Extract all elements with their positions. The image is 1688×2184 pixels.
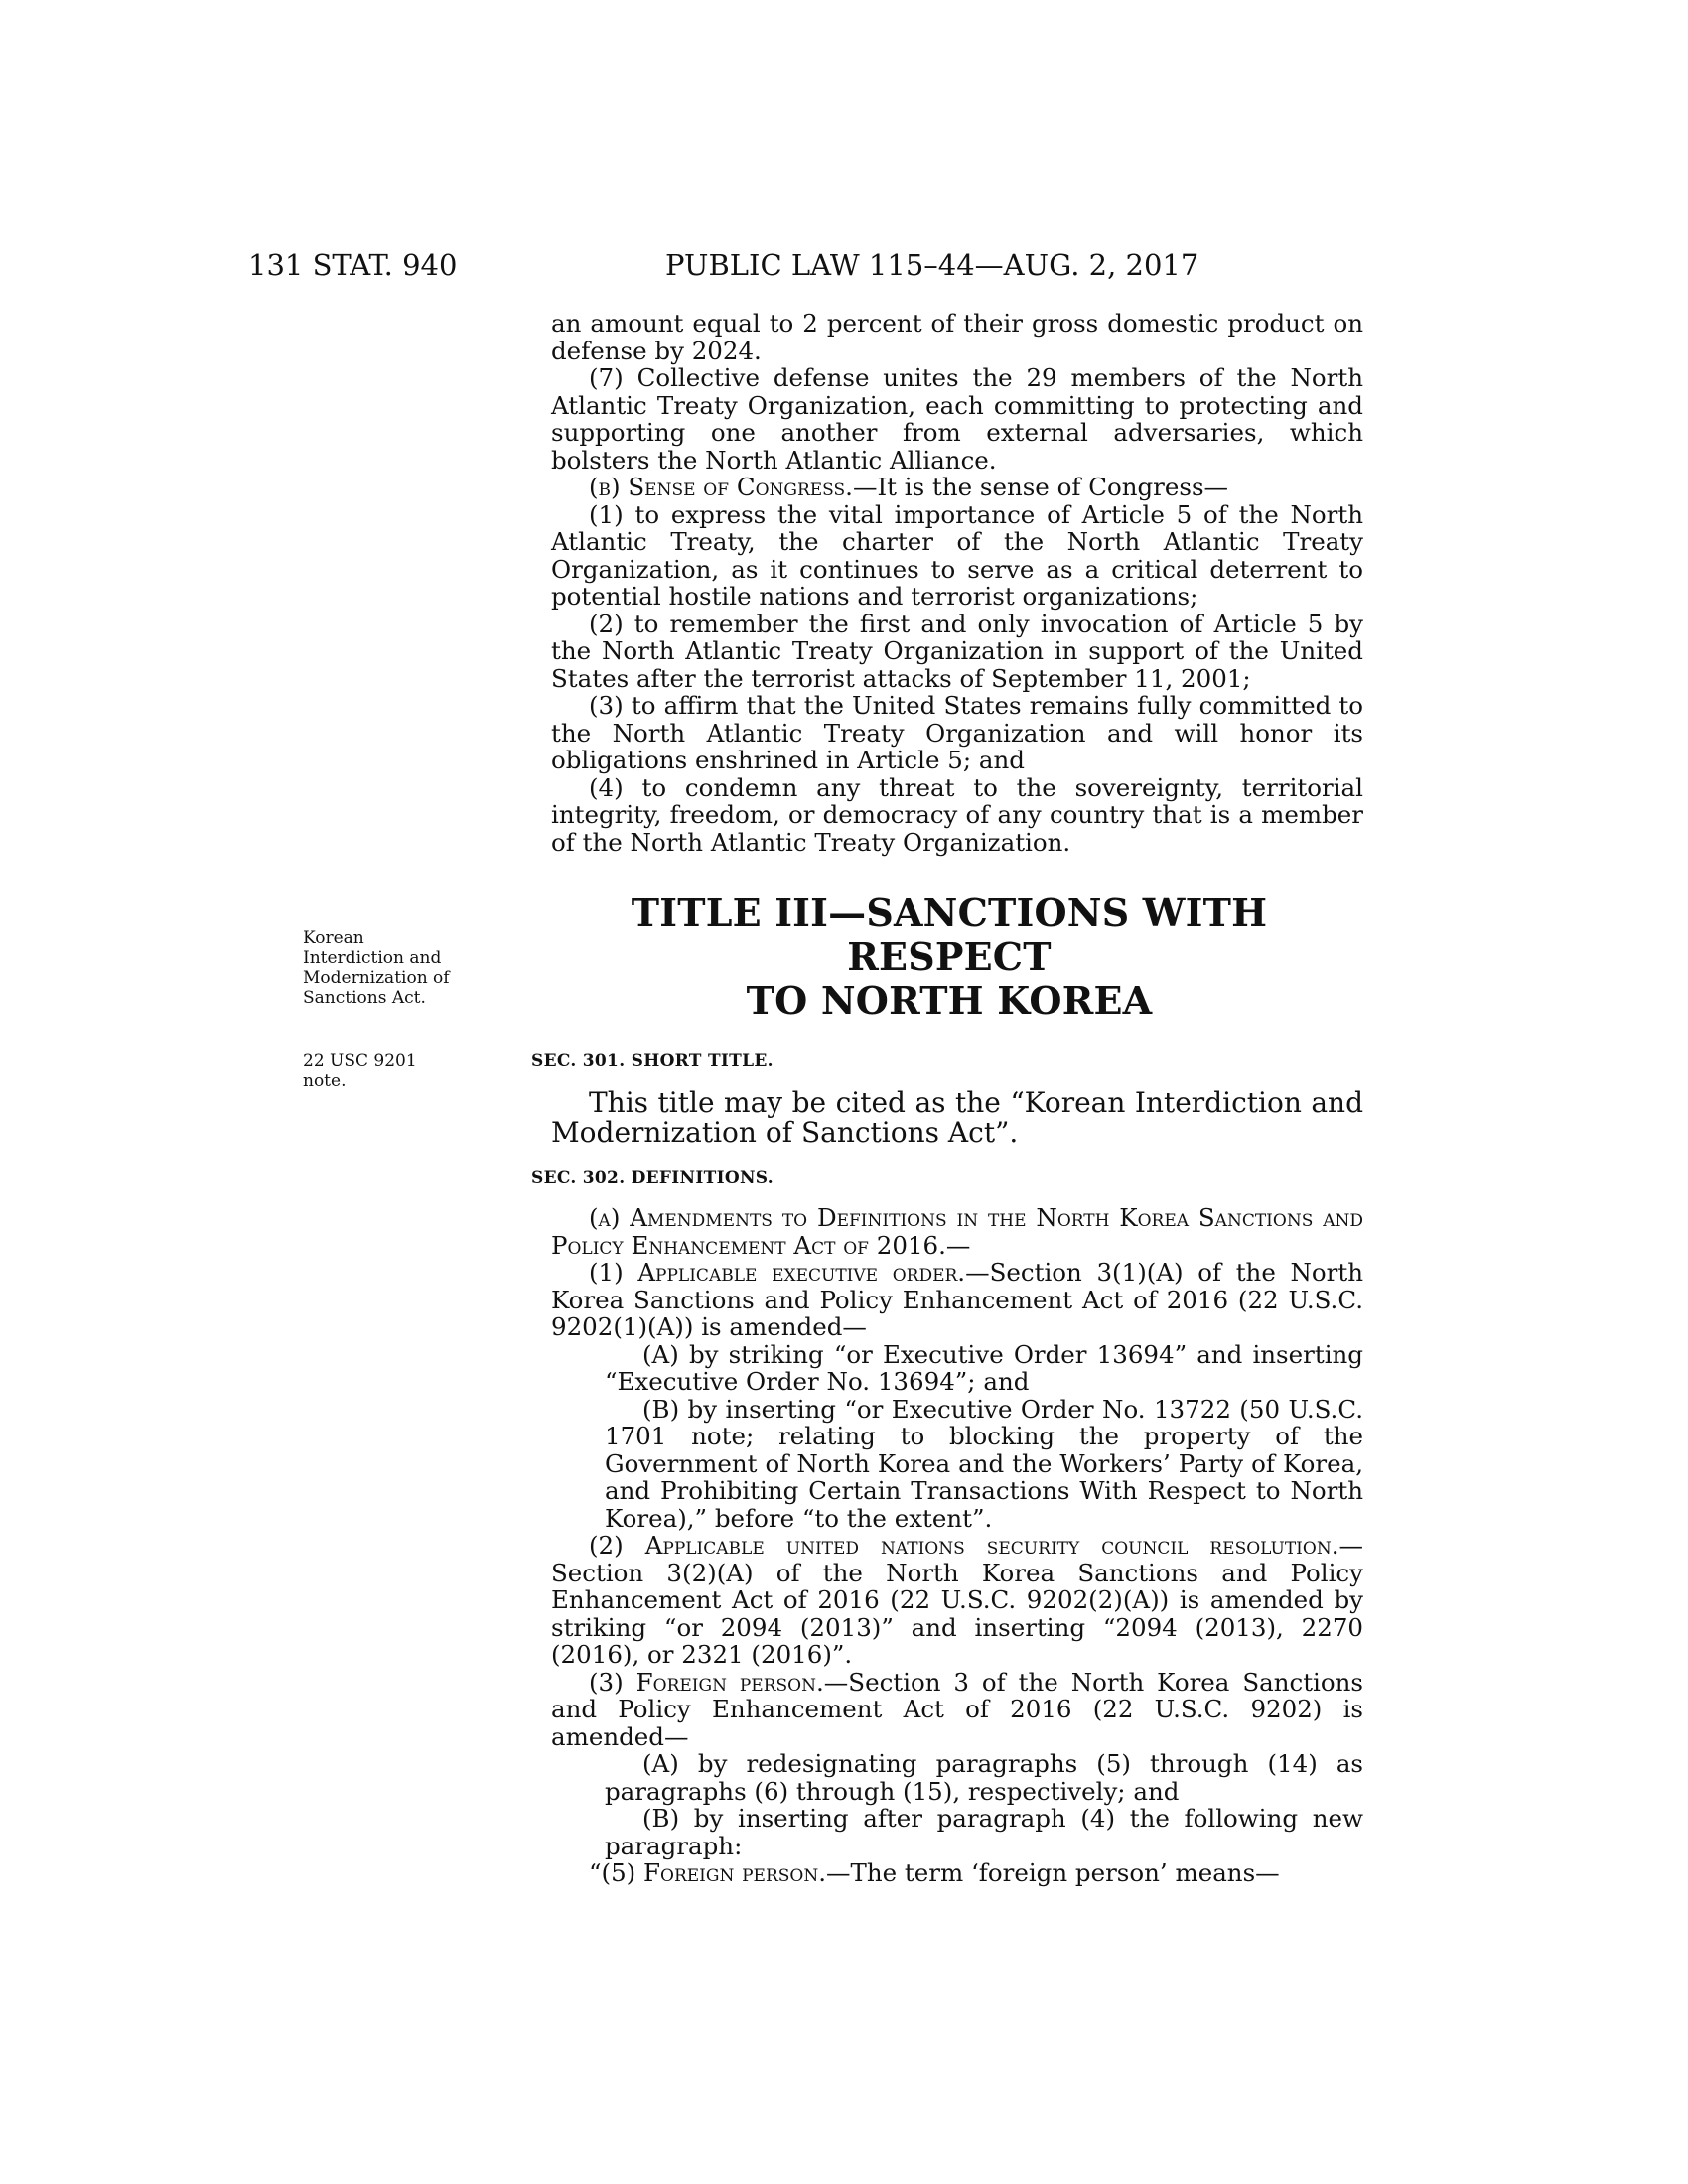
paragraph-a1-text: —Section 3(1)(A) of the North Korea Sanctions and Policy Enhancement Act of 2016 (22 U.S.C. 9202(1)(A)) is amended— [551, 1258, 1364, 1341]
paragraph-quoted-5 [551, 1859, 1363, 1887]
section-301-heading: SEC. 301. SHORT TITLE. [531, 1051, 774, 1071]
paragraph-quoted-5-heading: “(5) Foreign person. [589, 1858, 827, 1887]
title-line-2: TO NORTH KOREA [746, 978, 1153, 1023]
title-line-1: TITLE III—SANCTIONS WITH RESPECT [631, 890, 1268, 979]
section-302-heading: SEC. 302. DEFINITIONS. [531, 1167, 774, 1188]
subparagraph-a3A: (A) by redesignating paragraphs (5) through (14) as paragraphs (6) through (15), respectively; and [605, 1749, 1363, 1806]
title-heading [535, 891, 1363, 1023]
paragraph-b3: (3) to affirm that the United States remains fully committed to the North Atlantic Treaty Organization and will honor its obligations enshrined in Article 5; and [551, 691, 1363, 774]
subsection-b [551, 474, 1363, 501]
paragraph-quoted-5-text: —The term ‘foreign person’ means— [826, 1858, 1280, 1887]
paragraph-7: (7) Collective defense unites the 29 members of the North Atlantic Treaty Organization, each committing to protecting and supporting one another from external adversaries, which bolsters the North Atlantic Alliance. [551, 363, 1363, 475]
paragraph-a2-text: —Section 3(2)(A) of the North Korea Sanctions and Policy Enhancement Act of 2016 (22 U.S.C. 9202(2)(A)) is amended by striking “or 2094 (2013)” and inserting “2094 (2013), 2270 (2016), or 2321 (2016)”. [551, 1531, 1363, 1669]
subsection-b-heading: (b) Sense of Congress. [589, 473, 853, 501]
margin-note-line: Korean [303, 928, 364, 948]
paragraph-a2-heading: (2) Applicable united nations security council resolution. [589, 1531, 1339, 1560]
margin-note-line: Modernization of [303, 968, 450, 988]
subsection-a-heading: (a) Amendments to Definitions in the North Korea Sanctions and Policy Enhancement Act of 2016. [551, 1203, 1363, 1260]
subparagraph-a3B: (B) by inserting after paragraph (4) the following new paragraph: [605, 1804, 1363, 1860]
running-header [248, 248, 1201, 288]
paragraph-a1 [551, 1259, 1363, 1341]
paragraph-a3-text: —Section 3 of the North Korea Sanctions and Policy Enhancement Act of 2016 (22 U.S.C. 9202) is amended— [551, 1667, 1363, 1751]
margin-note-short-title [303, 928, 501, 1008]
subsection-b-text: —It is the sense of Congress— [852, 473, 1229, 501]
margin-note-line: Sanctions Act. [303, 988, 426, 1008]
margin-note-line: note. [303, 1071, 347, 1091]
public-law-citation: PUBLIC LAW 115–44—AUG. 2, 2017 [665, 248, 1199, 282]
subsection-a-dash: — [945, 1230, 971, 1260]
section-301-text: This title may be cited as the “Korean Interdiction and Modernization of Sanctions Act”. [551, 1085, 1363, 1149]
paragraph-a1-heading: (1) Applicable executive order. [589, 1258, 966, 1287]
paragraph-b2: (2) to remember the first and only invocation of Article 5 by the North Atlantic Treaty Organization in support of the United States after the terrorist attacks of September 11, 2001; [551, 609, 1363, 693]
continued-paragraph: an amount equal to 2 percent of their gross domestic product on defense by 2024. [551, 309, 1363, 365]
margin-note-line: Interdiction and [303, 948, 442, 968]
margin-note-line: 22 USC 9201 [303, 1051, 417, 1071]
paragraph-a3-heading: (3) Foreign person. [589, 1667, 824, 1697]
subparagraph-a1A: (A) by striking “or Executive Order 13694” and inserting “Executive Order No. 13694”; and [605, 1339, 1363, 1396]
paragraph-a3 [551, 1669, 1363, 1751]
margin-note-usc [303, 1051, 501, 1091]
statute-page-number: 131 STAT. 940 [248, 248, 458, 282]
subparagraph-a1B: (B) by inserting “or Executive Order No. 13722 (50 U.S.C. 1701 note; relating to blocking the property of the Government of North Korea and the Workers’ Party of Korea, and Prohibiting Certain Transactions With Respect to North Korea),” before “to the extent”. [605, 1394, 1363, 1533]
paragraph-b1: (1) to express the vital importance of Article 5 of the North Atlantic Treaty, the charter of the North Atlantic Treaty Organization, as it continues to serve as a critical deterrent to potential hostile nations and terrorist organizations; [551, 499, 1363, 611]
paragraph-b4: (4) to condemn any threat to the sovereignty, territorial integrity, freedom, or democracy of any country that is a member of the North Atlantic Treaty Organization. [551, 772, 1363, 857]
paragraph-a2 [551, 1532, 1363, 1669]
subsection-a [551, 1204, 1363, 1259]
document-body [531, 309, 1364, 1887]
